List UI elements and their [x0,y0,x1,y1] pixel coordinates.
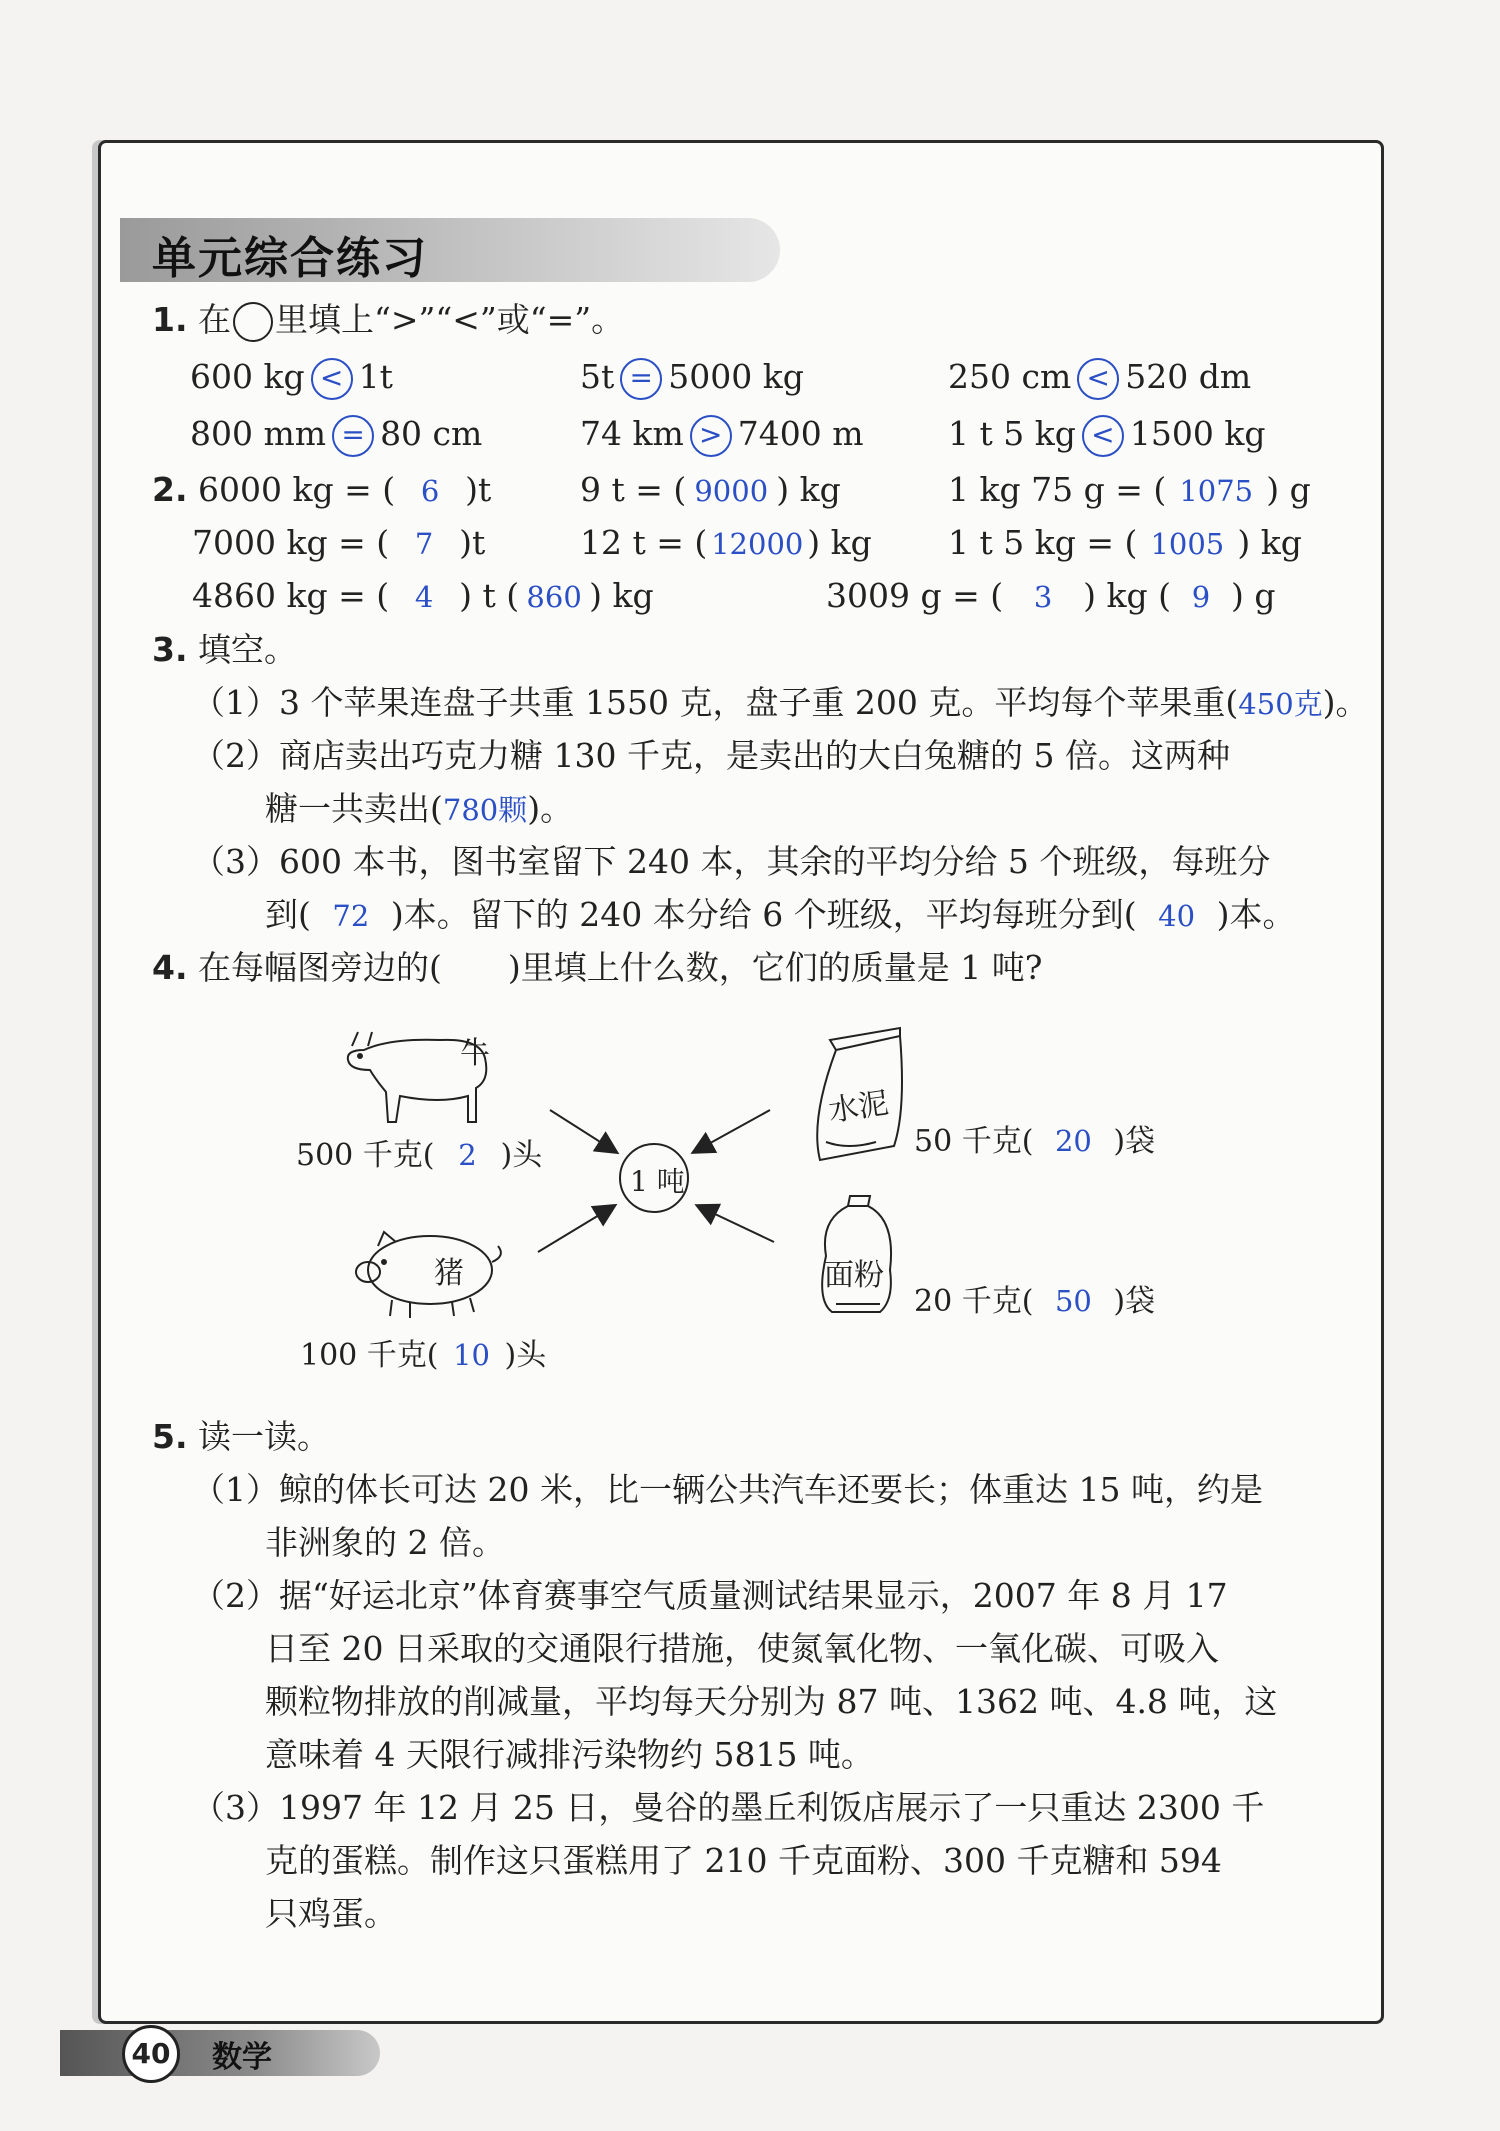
answer-blank[interactable]: 450克 [1238,687,1323,721]
pig-label: 猪 [434,1256,464,1291]
answer-blank[interactable]: 1005 [1150,527,1225,561]
answer-blank[interactable]: 4 [414,580,434,614]
q5-p1-line2: 非洲象的 2 倍。 [265,1523,505,1562]
section-title: 单元综合练习 [152,233,428,284]
q1-item: 600 kg < 1t [190,357,393,400]
q1-item: 800 mm = 80 cm [190,414,482,457]
arrow-flour [698,1206,774,1242]
q1-item: 5t = 5000 kg [580,357,804,400]
answer-blank[interactable]: 10 [453,1338,490,1372]
q4-prompt: 4. 在每幅图旁边的( )里填上什么数，它们的质量是 1 吨? [152,948,1043,987]
answer-blank[interactable]: 9000 [694,474,769,508]
cement-label: 水泥 [826,1085,891,1129]
q1-prompt: 1. 在 里填上“>”“<”或“=”。 [152,300,624,342]
arrow-cement [694,1110,770,1152]
q5-p2: （2）据“好运北京”体育赛事空气质量测试结果显示，2007 年 8 月 17 [192,1576,1228,1615]
pig-answer-line: 100 千克( 10 )头 [300,1338,547,1373]
q2-row: 4860 kg = ( 4 ) t ( 860 ) kg [192,576,654,615]
q3-sub3: （3）600 本书，图书室留下 240 本，其余的平均分给 5 个班级，每班分 [192,842,1271,881]
cow-label: 牛 [460,1036,490,1071]
q1-item: 250 cm < 520 dm [948,357,1251,400]
answer-blank[interactable]: 40 [1158,899,1196,933]
weight-diagram [280,1010,1180,1390]
q2-item: 1 kg 75 g = ( 1075 ) g [948,470,1311,509]
subject-label: 数学 [212,2040,272,2075]
answer-blank[interactable]: 9 [1191,580,1211,614]
q5-p1: （1）鲸的体长可达 20 米，比一辆公共汽车还要长；体重达 15 吨，约是 [192,1470,1263,1509]
q5-p2-line2: 日至 20 日采取的交通限行措施，使氮氧化物、一氧化碳、可吸入 [265,1629,1219,1668]
comparison-answer[interactable]: = [620,358,662,400]
answer-blank[interactable]: 20 [1054,1124,1092,1158]
comparison-answer[interactable]: = [332,415,374,457]
comparison-answer[interactable]: > [690,415,732,457]
q2-item: 1 t 5 kg = ( 1005 ) kg [948,523,1302,562]
q5-p3: （3）1997 年 12 月 25 日，曼谷的墨丘利饭店展示了一只重达 2300 千 [192,1788,1265,1827]
page-number: 40 [122,2025,180,2083]
cement-answer-line: 50 千克( 20 )袋 [914,1124,1156,1159]
blank-circle-icon [233,302,273,342]
q5-p3-line2: 克的蛋糕。制作这只蛋糕用了 210 千克面粉、300 千克糖和 594 [265,1841,1222,1880]
comparison-answer[interactable]: < [311,358,353,400]
q1-item: 1 t 5 kg < 1500 kg [948,414,1265,457]
q2-item: 3009 g = ( 3 ) kg ( 9 ) g [826,576,1276,615]
arrow-cow [550,1110,616,1152]
answer-blank[interactable]: 3 [1033,580,1053,614]
answer-blank[interactable]: 860 [526,580,582,614]
q1-number: 1. [152,300,188,339]
q2-item: 9 t = ( 9000 ) kg [580,470,841,509]
q1-item: 74 km > 7400 m [580,414,864,457]
q3-title: 3. 填空。 [152,630,297,669]
q5-p2-line4: 意味着 4 天限行减排污染物约 5815 吨。 [265,1735,874,1774]
q2-row: 2. 6000 kg = ( 6 )t [152,470,492,509]
answer-blank[interactable]: 7 [414,527,434,561]
q5-title: 5. 读一读。 [152,1417,330,1456]
q2-row: 7000 kg = ( 7 )t [192,523,486,562]
comparison-answer[interactable]: < [1082,415,1124,457]
center-label: 1 吨 [630,1165,685,1198]
pig-icon [356,1232,501,1318]
arrow-pig [538,1206,614,1252]
answer-blank[interactable]: 72 [332,899,370,933]
q3-sub2: （2）商店卖出巧克力糖 130 千克，是卖出的大白兔糖的 5 倍。这两种 [192,736,1230,775]
q3-sub2-line2: 糖一共卖出(780颗)。 [265,789,574,828]
q5-p2-line3: 颗粒物排放的削减量，平均每天分别为 87 吨、1362 吨、4.8 吨，这 [265,1682,1278,1721]
q2-item: 12 t = ( 12000 ) kg [580,523,872,562]
q3-sub1: （1）3 个苹果连盘子共重 1550 克，盘子重 200 克。平均每个苹果重(450克)。 [192,683,1369,722]
q3-sub3-line2: 到( 72 )本。留下的 240 本分给 6 个班级，平均每班分到( 40 )本。 [265,895,1296,934]
answer-blank[interactable]: 780颗 [442,793,528,827]
answer-blank[interactable]: 6 [420,474,440,508]
answer-blank[interactable]: 50 [1054,1284,1092,1318]
cow-answer-line: 500 千克( 2 )头 [296,1138,543,1173]
answer-blank[interactable]: 2 [458,1138,477,1172]
flour-label: 面粉 [824,1258,884,1293]
q5-p3-line3: 只鸡蛋。 [265,1894,397,1933]
answer-blank[interactable]: 1075 [1179,474,1254,508]
answer-blank[interactable]: 12000 [711,527,804,561]
flour-answer-line: 20 千克( 50 )袋 [914,1284,1156,1319]
comparison-answer[interactable]: < [1077,358,1119,400]
